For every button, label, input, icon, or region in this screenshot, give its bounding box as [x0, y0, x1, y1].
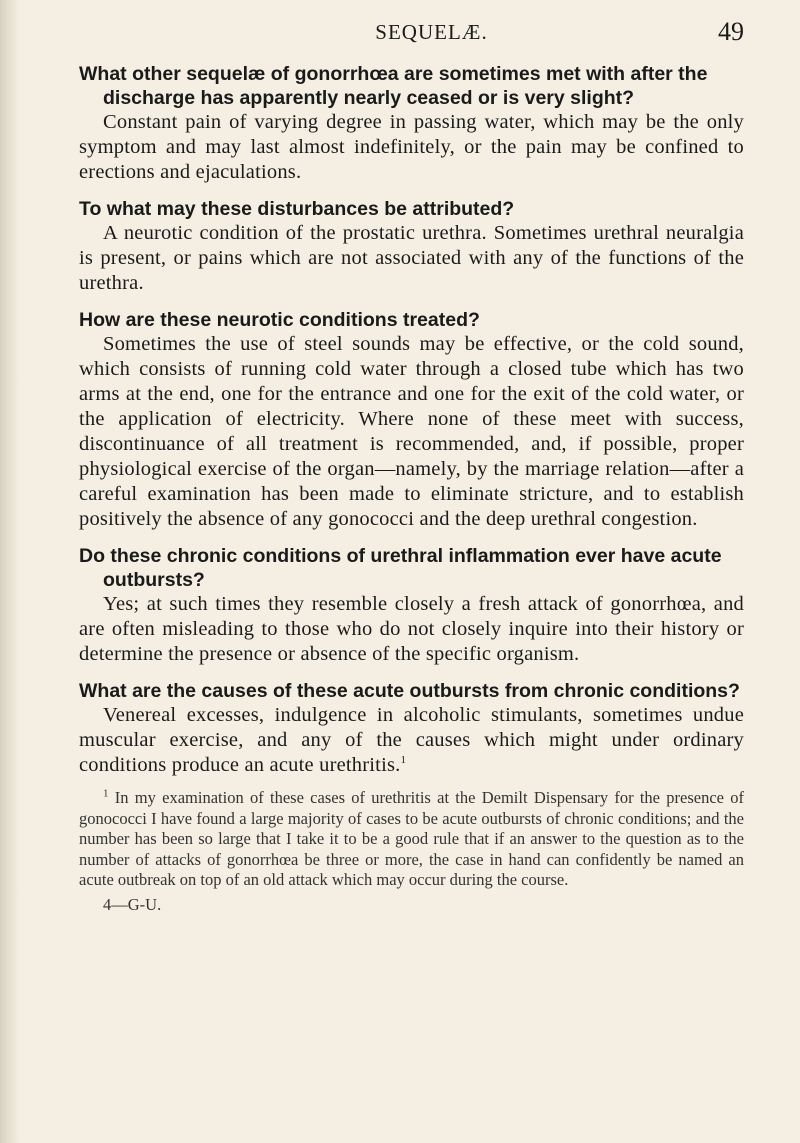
- qa-block-1: [79, 62, 744, 185]
- answer-3: Sometimes the use of steel sounds may be effective, or the cold sound, which consists of running cold water through a closed tube which has two arms at the end, one for the entrance and one for the exit of the cold water, or the application of electricity. Where none of these meet with success, discontinuance of all treatment is recommended, and, if possible, proper physiological exercise of the organ—namely, by the marriage relation—after a careful examination has been made to eliminate stricture, and to establish positively the absence of any gonococci and the deep urethral congestion.: [79, 333, 744, 530]
- answer-5-text: Venereal excesses, indulgence in alcoholic stimulants, sometimes undue muscular exercise, and any of the causes which might under ordinary conditions produce an acute urethritis.: [79, 704, 744, 776]
- answer-2: A neurotic condition of the prostatic urethra. Sometimes urethral neuralgia is present, or pains which are not associated with any of the functions of the urethra.: [79, 222, 744, 294]
- answer-1: Constant pain of varying degree in passing water, which may be the only symptom and may last almost indefinitely, or the pain may be confined to erections and ejaculations.: [79, 111, 744, 183]
- qa-block-3: [79, 308, 744, 532]
- question-3: How are these neurotic conditions treated?: [79, 309, 480, 331]
- footnote-marker: 1: [103, 787, 109, 800]
- footnote-reference: 1: [400, 754, 407, 767]
- footnote: [79, 788, 744, 891]
- book-page: [79, 14, 744, 915]
- question-1: What other sequelæ of gonorrhœa are sometimes met with after the discharge has apparently nearly ceased or is very slight?: [79, 63, 708, 109]
- answer-4: Yes; at such times they resemble closely a fresh attack of gonorrhœa, and are often misleading to those who do not closely inquire into their history or determine the presence or absence of the specific organism.: [79, 593, 744, 665]
- qa-block-5: [79, 679, 744, 778]
- question-4: Do these chronic conditions of urethral inflammation ever have acute outbursts?: [79, 545, 722, 591]
- running-head: SEQUELÆ.: [375, 20, 488, 44]
- qa-block-4: [79, 544, 744, 667]
- page-header: [79, 14, 744, 50]
- answer-5: [79, 703, 744, 778]
- question-2: To what may these disturbances be attributed?: [79, 198, 515, 220]
- signature-mark: 4—G-U.: [103, 894, 162, 914]
- scan-edge-shadow: [0, 0, 20, 1143]
- footnote-text: In my examination of these cases of urethritis at the Demilt Dispensary for the presence of gonococci I have found a large majority of cases to be acute outbursts of chronic conditions; and the number has been so large that I take it to be a good rule that if an answer to the question as to the number of attacks of gonorrhœa be three or more, the case in hand can confidently be named an acute outbreak on top of an old attack which may occur during the course.: [79, 788, 745, 889]
- qa-block-2: [79, 197, 744, 296]
- page-number: 49: [718, 17, 744, 46]
- question-5: What are the causes of these acute outbursts from chronic conditions?: [79, 680, 740, 702]
